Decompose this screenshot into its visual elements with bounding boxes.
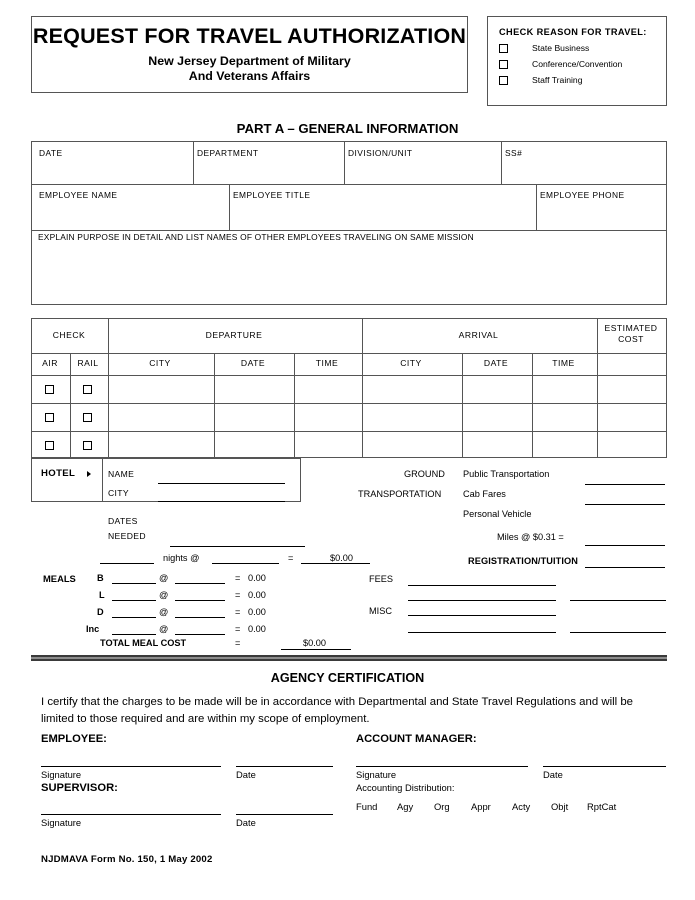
input-supervisor-signature[interactable] [41,797,221,814]
nights-equals: = [288,553,294,563]
supervisor-signature-rule [41,814,221,815]
input-meal-qty-b[interactable] [112,571,156,583]
input-employee-title[interactable] [230,199,502,227]
input-arrival-time-row-2[interactable] [534,404,594,429]
input-personal-vehicle-miles[interactable] [585,533,665,545]
manager-signature-rule [356,766,528,767]
registration-rule [585,567,665,568]
travel-subheader-arrival-city: CITY [400,358,422,368]
accounting-column-agy: Agy [397,801,414,812]
total-meal-cost-rule [281,649,351,650]
input-cab-fares[interactable] [585,492,665,504]
accounting-distribution-label: Accounting Distribution: [356,782,455,793]
field-label-department: DEPARTMENT [197,148,259,158]
hotel-dates-rule [170,546,305,547]
accounting-column-org: Org [434,801,450,812]
manager-signature-label: Signature [356,769,397,780]
misc-rule-1 [408,600,556,601]
total-meal-cost-equals: = [235,638,241,648]
input-division-unit[interactable] [345,156,467,188]
meal-qty-rule-l [112,600,156,601]
reason-option-state-business[interactable] [499,43,666,53]
accounting-column-rptcat: RptCat [587,801,617,812]
input-hotel-name[interactable] [158,470,285,483]
input-manager-date[interactable] [543,748,666,766]
field-label-employee-title: EMPLOYEE TITLE [233,190,311,200]
travel-subheader-rail: RAIL [77,358,99,368]
supervisor-signature-label: Signature [41,817,82,828]
meal-qty-rule-d [112,617,156,618]
travel-subheader-air: AIR [42,358,58,368]
misc-rule-3 [408,632,556,633]
accounting-column-fund: Fund [356,801,378,812]
grid-line [32,353,666,354]
meal-qty-rule-b [112,583,156,584]
misc-rule-2 [408,615,556,616]
meal-code-d: D [97,607,104,617]
ground-public-rule [585,484,665,485]
fees-label: FEES [369,574,393,584]
input-misc-2[interactable] [408,604,556,615]
reason-label-staff-training: Staff Training [532,75,583,85]
input-departure-time-row-1[interactable] [295,376,357,401]
input-misc-3[interactable] [408,621,556,632]
checkbox-state-business[interactable] [499,44,508,53]
input-meal-qty-d[interactable] [112,605,156,617]
agency-certification-title: AGENCY CERTIFICATION [270,671,425,685]
meal-rate-rule-inc [175,634,225,635]
input-arrival-time-row-3[interactable] [534,432,594,457]
input-departure-time-row-3[interactable] [295,432,357,457]
total-meal-cost-label: TOTAL MEAL COST [100,638,187,648]
input-employee-signature[interactable] [41,748,221,766]
input-employee-name[interactable] [33,199,195,227]
checkbox-rail-row-1[interactable] [83,385,92,394]
checkbox-air-row-3[interactable] [45,441,54,450]
meal-qty-rule-inc [112,634,156,635]
reason-option-staff-training[interactable] [499,75,666,85]
account-manager-heading: ACCOUNT MANAGER: [356,733,477,745]
grid-line [32,230,666,231]
input-meal-rate-inc[interactable] [175,622,225,634]
ground-label-line2: TRANSPORTATION [358,489,442,499]
ground-item-cab-fares: Cab Fares [463,489,506,499]
travel-subheader-arrival-date: DATE [483,358,509,368]
employee-date-label: Date [236,769,256,780]
travel-subheader-departure-time: TIME [315,358,339,368]
total-meal-cost-value: $0.00 [303,638,326,648]
grid-line [70,353,71,457]
meal-amount-b: 0.00 [248,573,266,583]
reason-option-conference-convention[interactable] [499,59,666,69]
input-departure-date-row-3[interactable] [215,432,289,457]
input-meal-rate-b[interactable] [175,571,225,583]
input-fees[interactable] [408,573,556,585]
meal-code-inc: Inc [86,624,100,634]
hotel-needed-label: NEEDED [108,531,146,541]
field-label-division-unit: DIVISION/UNIT [348,148,413,158]
travel-header-estimated-cost-line2: COST [618,334,644,344]
travel-header-arrival: ARRIVAL [458,330,499,340]
field-label-purpose: EXPLAIN PURPOSE IN DETAIL AND LIST NAMES OF OTHER EMPLOYEES TRAVELING ON SAME MISSION [38,232,474,242]
meal-at-b: @ [159,573,169,583]
section-divider [31,655,667,661]
nights-rate-rule [212,563,279,564]
hotel-city-rule [158,501,285,502]
input-meal-qty-inc[interactable] [112,622,156,634]
checkbox-rail-row-2[interactable] [83,413,92,422]
input-arrival-date-row-2[interactable] [464,404,528,429]
input-misc-1[interactable] [408,589,556,600]
ground-item-personal-vehicle: Personal Vehicle [463,509,532,519]
supervisor-date-rule [236,814,333,815]
input-nights-qty[interactable] [100,551,154,563]
meal-amount-d: 0.00 [248,607,266,617]
accounting-column-objt: Objt [551,801,569,812]
travel-header-estimated-cost-line1: ESTIMATED [604,323,658,333]
nights-total-rule [301,563,370,564]
meal-equals-b: = [235,573,241,583]
input-departure-city-row-2[interactable] [114,404,208,429]
meal-code-l: L [99,590,105,600]
accounting-column-acty: Acty [512,801,531,812]
hotel-city-label: CITY [108,488,129,498]
input-meal-qty-l[interactable] [112,588,156,600]
employee-heading: EMPLOYEE: [41,733,107,745]
form-number: NJDMAVA Form No. 150, 1 May 2002 [41,854,213,865]
agency-name-line1: New Jersey Department of Military [148,54,351,68]
meal-amount-l: 0.00 [248,590,266,600]
input-estimated-cost-row-3[interactable] [600,432,662,457]
grid-line [102,459,103,501]
input-estimated-cost-row-2[interactable] [600,404,662,429]
checkbox-air-row-1[interactable] [45,385,54,394]
input-departure-date-row-1[interactable] [215,376,289,401]
checkbox-rail-row-3[interactable] [83,441,92,450]
meal-equals-inc: = [235,624,241,634]
hotel-name-rule [158,483,285,484]
travel-header-check: CHECK [52,330,86,340]
input-meal-rate-d[interactable] [175,605,225,617]
meal-at-l: @ [159,590,169,600]
input-hotel-city[interactable] [158,489,285,501]
field-label-employee-name: EMPLOYEE NAME [39,190,118,200]
misc-amount-rule-2 [570,632,666,633]
field-label-date: DATE [39,148,63,158]
input-registration-tuition[interactable] [585,555,665,567]
meals-label: MEALS [43,573,76,584]
page-title: REQUEST FOR TRAVEL AUTHORIZATION [32,24,467,48]
travel-subheader-arrival-time: TIME [552,358,575,368]
agency-name-line2: And Veterans Affairs [188,69,311,83]
hotel-arrow-icon [87,471,91,477]
employee-date-rule [236,766,333,767]
registration-tuition-label: REGISTRATION/TUITION [468,556,579,566]
input-purpose[interactable] [33,243,664,303]
check-reason-box [487,16,667,106]
grid-line [532,353,533,457]
ground-label-line1: GROUND [404,469,445,479]
input-supervisor-date[interactable] [236,797,333,814]
meal-rate-rule-d [175,617,225,618]
input-estimated-cost-row-1[interactable] [600,376,662,401]
manager-date-rule [543,766,666,767]
ground-miles-label: Miles @ $0.31 = [497,532,564,542]
employee-signature-rule [41,766,221,767]
manager-date-label: Date [543,769,563,780]
meal-rate-rule-l [175,600,225,601]
accounting-column-appr: Appr [471,801,491,812]
input-arrival-city-row-3[interactable] [364,432,458,457]
input-date[interactable] [33,156,159,188]
ground-item-public-transportation: Public Transportation [463,469,550,479]
check-reason-title: CHECK REASON FOR TRAVEL: [499,27,647,37]
input-public-transportation[interactable] [585,472,665,484]
input-department[interactable] [194,156,310,188]
form-title-box [31,16,468,93]
meal-code-b: B [97,573,104,583]
field-label-employee-phone: EMPLOYEE PHONE [540,190,625,200]
input-departure-time-row-2[interactable] [295,404,357,429]
nights-label: nights @ [163,553,200,563]
nights-total-value: $0.00 [330,553,353,563]
input-nights-rate[interactable] [212,551,279,563]
grid-line [462,353,463,457]
employee-signature-label: Signature [41,769,82,780]
checkbox-conference-convention[interactable] [499,60,508,69]
travel-subheader-departure-date: DATE [240,358,266,368]
ground-miles-rule [585,545,665,546]
travel-header-departure: DEPARTURE [205,330,263,340]
input-arrival-city-row-2[interactable] [364,404,458,429]
meal-at-inc: @ [159,624,169,634]
nights-qty-rule [100,563,154,564]
meal-at-d: @ [159,607,169,617]
input-meal-rate-l[interactable] [175,588,225,600]
input-hotel-dates[interactable] [170,533,305,546]
checkbox-air-row-2[interactable] [45,413,54,422]
travel-subheader-departure-city: CITY [149,358,171,368]
fees-rule [408,585,556,586]
input-arrival-city-row-1[interactable] [364,376,458,401]
part-a-heading: PART A – GENERAL INFORMATION [236,121,459,136]
input-misc-amount-2[interactable] [570,621,666,632]
input-manager-signature[interactable] [356,748,528,766]
hotel-dates-label: DATES [108,516,138,526]
input-misc-amount-1[interactable] [570,589,666,600]
meal-equals-l: = [235,590,241,600]
supervisor-heading: SUPERVISOR: [41,782,118,794]
input-departure-date-row-2[interactable] [215,404,289,429]
input-departure-city-row-3[interactable] [114,432,208,457]
reason-label-state-business: State Business [532,43,590,53]
checkbox-staff-training[interactable] [499,76,508,85]
hotel-label: HOTEL [41,468,76,479]
agency-name [32,54,467,84]
meal-amount-inc: 0.00 [248,624,266,634]
field-label-ssn: SS# [505,148,523,158]
meal-rate-rule-b [175,583,225,584]
input-ssn[interactable] [502,156,664,188]
input-employee-date[interactable] [236,748,333,766]
input-employee-phone[interactable] [537,199,664,227]
hotel-name-label: NAME [108,469,135,479]
input-departure-city-row-1[interactable] [114,376,208,401]
meal-equals-d: = [235,607,241,617]
input-arrival-date-row-1[interactable] [464,376,528,401]
ground-cab-rule [585,504,665,505]
input-arrival-time-row-1[interactable] [534,376,594,401]
supervisor-date-label: Date [236,817,256,828]
reason-label-conference-convention: Conference/Convention [532,59,623,69]
input-arrival-date-row-3[interactable] [464,432,528,457]
certification-body-text: I certify that the charges to be made will be in accordance with Departmental and State Travel Regulations and will be limited to those required and are within my scope of employment. [41,696,634,725]
misc-label: MISC [369,606,392,616]
misc-amount-rule-1 [570,600,666,601]
